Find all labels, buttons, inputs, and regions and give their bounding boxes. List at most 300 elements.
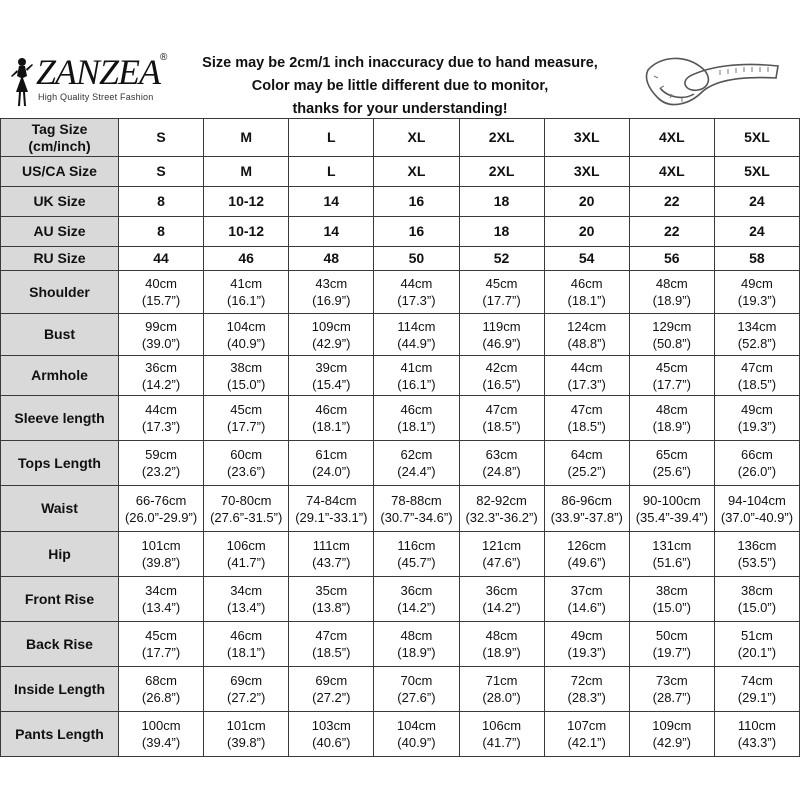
inch-value: (19.3”): [737, 419, 777, 434]
table-cell: 18: [459, 187, 544, 217]
cm-value: 45cm: [145, 628, 177, 643]
table-cell: [204, 396, 289, 441]
table-cell: [119, 712, 204, 757]
table-cell: [544, 712, 629, 757]
table-cell: 22: [629, 217, 714, 247]
inch-value: (23.2”): [141, 464, 181, 479]
inch-value: (41.7”): [227, 555, 266, 570]
table-cell: [374, 712, 459, 757]
inch-value: (18.1”): [397, 419, 436, 434]
registered-mark: ®: [160, 52, 168, 63]
table-cell: [544, 622, 629, 667]
inch-value: (50.8”): [652, 335, 691, 351]
table-row: [1, 622, 800, 667]
inch-value: (18.1”): [312, 419, 351, 434]
cm-value: 101cm: [226, 718, 266, 733]
table-cell: [459, 667, 544, 712]
cm-value: 106cm: [226, 538, 266, 553]
table-cell: [374, 667, 459, 712]
table-cell: 48: [289, 247, 374, 271]
table-cell: [289, 532, 374, 577]
inch-value: (51.6”): [652, 555, 691, 570]
table-cell: 16: [374, 187, 459, 217]
inch-value: (40.9”): [397, 735, 436, 750]
cm-value: 49cm: [570, 628, 603, 643]
cm-value: 60cm: [230, 447, 263, 462]
inch-value: (17.3”): [141, 419, 181, 434]
inch-value: (18.1”): [227, 645, 266, 660]
table-cell: [119, 356, 204, 396]
table-cell: [204, 441, 289, 486]
inch-value: (39.8”): [227, 735, 266, 750]
cm-value: 100cm: [141, 718, 181, 733]
inch-value: (28.0”): [482, 690, 521, 705]
inch-value: (17.7”): [482, 293, 521, 308]
table-cell: [459, 486, 544, 532]
inch-value: (28.7”): [652, 690, 691, 705]
row-header-back-rise: Back Rise: [1, 622, 119, 667]
table-cell: [714, 712, 799, 757]
table-row: [1, 314, 800, 356]
inch-value: (43.3”): [737, 735, 777, 750]
inch-value: (14.6”): [567, 600, 606, 615]
table-cell: [374, 356, 459, 396]
inch-value: (23.6”): [227, 464, 266, 479]
inch-value: (17.3”): [567, 376, 606, 392]
table-cell: [714, 622, 799, 667]
table-cell: 5XL: [714, 157, 799, 187]
table-cell: S: [119, 157, 204, 187]
table-cell: [204, 314, 289, 356]
inch-value: (15.0”): [737, 600, 777, 615]
table-cell: [629, 486, 714, 532]
cm-value: 45cm: [485, 276, 518, 291]
table-cell: 46: [204, 247, 289, 271]
table-cell: [459, 396, 544, 441]
inch-value: (16.5”): [482, 376, 521, 392]
table-row: [1, 356, 800, 396]
cm-value: 78-88cm: [391, 492, 442, 508]
cm-value: 34cm: [230, 583, 263, 598]
table-cell: [714, 396, 799, 441]
table-cell: 14: [289, 187, 374, 217]
table-cell: [119, 396, 204, 441]
inch-value: (42.9”): [652, 735, 691, 750]
inch-value: (14.2”): [482, 600, 521, 615]
inch-value: (14.2”): [397, 600, 436, 615]
notice-line: thanks for your understanding!: [292, 101, 508, 117]
table-cell: 10-12: [204, 217, 289, 247]
table-cell: 50: [374, 247, 459, 271]
table-cell: [204, 622, 289, 667]
table-cell: [204, 271, 289, 314]
table-cell: [204, 667, 289, 712]
table-cell: [289, 712, 374, 757]
row-header-au-size: AU Size: [1, 217, 119, 247]
row-header-bust: Bust: [1, 314, 119, 356]
inch-value: (18.9”): [397, 645, 436, 660]
inch-value: (24.0”): [312, 464, 351, 479]
cm-value: 59cm: [145, 447, 177, 462]
inch-value: (49.6”): [567, 555, 606, 570]
cm-value: 73cm: [655, 673, 688, 688]
cm-value: 63cm: [485, 447, 518, 462]
table-cell: 58: [714, 247, 799, 271]
cm-value: 44cm: [145, 402, 177, 417]
table-cell: [459, 271, 544, 314]
cm-value: 129cm: [652, 318, 692, 334]
table-cell: 2XL: [459, 157, 544, 187]
brand-name: ZANZEA: [36, 52, 161, 92]
cm-value: 70-80cm: [220, 492, 272, 508]
measurement-rows: [1, 271, 800, 757]
table-cell: 14: [289, 217, 374, 247]
table-cell: 3XL: [544, 119, 629, 157]
inch-value: (18.5”): [312, 645, 351, 660]
inch-value: (48.8”): [567, 335, 606, 351]
inch-value: (37.0”-40.9”): [720, 509, 794, 525]
table-cell: XL: [374, 119, 459, 157]
table-cell: [629, 577, 714, 622]
cm-value: 86-96cm: [561, 492, 612, 508]
inch-value: (29.1”-33.1”): [295, 509, 368, 525]
inch-value: (13.4”): [141, 600, 181, 615]
cm-value: 47cm: [570, 402, 603, 417]
table-row: [1, 667, 800, 712]
cm-value: 46cm: [230, 628, 263, 643]
brand-tagline: High Quality Street Fashion: [38, 92, 154, 102]
cm-value: 94-104cm: [728, 492, 786, 508]
cm-value: 69cm: [315, 673, 348, 688]
row-header-front-rise: Front Rise: [1, 577, 119, 622]
table-cell: L: [289, 119, 374, 157]
table-cell: [119, 622, 204, 667]
cm-value: 50cm: [655, 628, 688, 643]
table-cell: [544, 577, 629, 622]
table-cell: 20: [544, 217, 629, 247]
table-cell: 16: [374, 217, 459, 247]
table-cell: [629, 712, 714, 757]
cm-value: 103cm: [311, 718, 351, 733]
inch-value: (16.9”): [312, 293, 351, 308]
inch-value: (27.2”): [312, 690, 351, 705]
cm-value: 38cm: [741, 583, 773, 598]
table-row: [1, 396, 800, 441]
table-cell: 24: [714, 217, 799, 247]
inch-value: (17.3”): [397, 293, 436, 308]
table-cell: [459, 622, 544, 667]
inch-value: (30.7”-34.6”): [380, 509, 453, 525]
table-cell: [289, 271, 374, 314]
table-cell: [374, 314, 459, 356]
table-cell: [629, 532, 714, 577]
inch-value: (24.8”): [482, 464, 521, 479]
table-cell: [459, 314, 544, 356]
cm-value: 74-84cm: [306, 492, 357, 508]
inch-value: (39.8”): [141, 555, 181, 570]
inch-value: (16.1”): [227, 293, 266, 308]
row-header-us-ca-size: US/CA Size: [1, 157, 119, 187]
cm-value: 38cm: [230, 359, 263, 375]
cm-value: 106cm: [482, 718, 522, 733]
table-cell: [119, 314, 204, 356]
row-header-tops-length: Tops Length: [1, 441, 119, 486]
table-cell: 54: [544, 247, 629, 271]
cm-value: 111cm: [312, 538, 350, 553]
table-cell: [714, 577, 799, 622]
table-cell: 22: [629, 187, 714, 217]
inch-value: (18.9”): [652, 419, 691, 434]
table-cell: 44: [119, 247, 204, 271]
inch-value: (18.9”): [652, 293, 691, 308]
cm-value: 38cm: [655, 583, 688, 598]
cm-value: 65cm: [655, 447, 688, 462]
inch-value: (18.5”): [737, 376, 777, 392]
row-header-hip: Hip: [1, 532, 119, 577]
table-cell: [374, 271, 459, 314]
cm-value: 41cm: [230, 276, 263, 291]
cm-value: 46cm: [570, 276, 603, 291]
cm-value: 72cm: [570, 673, 603, 688]
table-cell: [119, 486, 204, 532]
table-cell: [629, 314, 714, 356]
table-cell: [204, 532, 289, 577]
cm-value: 110cm: [737, 718, 776, 733]
inch-value: (35.4”-39.4”): [635, 509, 708, 525]
table-cell: [204, 577, 289, 622]
table-cell: [289, 356, 374, 396]
inch-value: (25.6”): [652, 464, 691, 479]
row-header-shoulder: Shoulder: [1, 271, 119, 314]
inch-value: (53.5”): [737, 555, 777, 570]
cm-value: 66cm: [741, 447, 773, 462]
table-cell: [119, 667, 204, 712]
table-cell: [544, 667, 629, 712]
table-cell: [374, 441, 459, 486]
cm-value: 66-76cm: [135, 492, 187, 508]
inch-value: (43.7”): [312, 555, 351, 570]
woman-silhouette-icon: [6, 56, 36, 108]
inch-value: (19.3”): [737, 293, 777, 308]
inch-value: (15.4”): [312, 376, 351, 392]
inch-value: (39.4”): [141, 735, 181, 750]
inch-value: (25.2”): [567, 464, 606, 479]
cm-value: 45cm: [230, 402, 263, 417]
table-cell: [714, 356, 799, 396]
inch-value: (19.7”): [652, 645, 691, 660]
cm-value: 104cm: [396, 718, 436, 733]
cm-value: 126cm: [567, 538, 607, 553]
cm-value: 134cm: [737, 318, 777, 334]
inch-value: (26.0”): [737, 464, 777, 479]
inch-value: (18.5”): [482, 419, 521, 434]
cm-value: 39cm: [315, 359, 348, 375]
inch-value: (13.8”): [312, 600, 351, 615]
table-cell: [714, 532, 799, 577]
table-cell: [544, 396, 629, 441]
table-cell: 5XL: [714, 119, 799, 157]
table-row: [1, 486, 800, 532]
cm-value: 101cm: [141, 538, 181, 553]
table-cell: [629, 622, 714, 667]
table-cell: [459, 356, 544, 396]
cm-value: 48cm: [655, 402, 688, 417]
table-cell: [629, 667, 714, 712]
cm-value: 48cm: [400, 628, 433, 643]
cm-value: 49cm: [741, 276, 773, 291]
cm-value: 36cm: [400, 583, 433, 598]
table-cell: [289, 396, 374, 441]
table-cell: [374, 532, 459, 577]
notice-line: Size may be 2cm/1 inch inaccuracy due to hand measure,: [202, 55, 598, 71]
cm-value: 71cm: [485, 673, 518, 688]
inch-value: (52.8”): [737, 335, 777, 351]
row-header-inside-length: Inside Length: [1, 667, 119, 712]
table-cell: [714, 667, 799, 712]
table-cell: [204, 486, 289, 532]
table-cell: [289, 486, 374, 532]
table-cell: [544, 486, 629, 532]
inch-value: (13.4”): [227, 600, 266, 615]
cm-value: 47cm: [315, 628, 348, 643]
inch-value: (18.9”): [482, 645, 521, 660]
cm-value: 51cm: [741, 628, 773, 643]
table-row: [1, 532, 800, 577]
cm-value: 37cm: [570, 583, 603, 598]
table-cell: 4XL: [629, 119, 714, 157]
table-cell: M: [204, 119, 289, 157]
inch-value: (42.9”): [312, 335, 351, 351]
cm-value: 114cm: [397, 318, 436, 334]
cm-value: 45cm: [655, 359, 688, 375]
inch-value: (26.0”-29.9”): [124, 509, 198, 525]
table-cell: M: [204, 157, 289, 187]
cm-value: 47cm: [485, 402, 518, 417]
row-header-waist: Waist: [1, 486, 119, 532]
table-cell: [459, 712, 544, 757]
inch-value: (14.2”): [141, 376, 181, 392]
table-cell: [544, 532, 629, 577]
table-row: [1, 577, 800, 622]
cm-value: 44cm: [400, 276, 433, 291]
cm-value: 109cm: [311, 318, 351, 334]
inch-value: (27.2”): [227, 690, 266, 705]
inch-value: (17.7”): [141, 645, 181, 660]
table-cell: [289, 622, 374, 667]
table-row: [1, 247, 800, 271]
inch-value: (47.6”): [482, 555, 521, 570]
inch-value: (26.8”): [141, 690, 181, 705]
row-header-tag-size: [1, 119, 119, 157]
cm-value: 104cm: [226, 318, 266, 334]
notice-line: Color may be little different due to monitor,: [251, 78, 549, 94]
cm-value: 116cm: [397, 538, 436, 553]
table-row: [1, 271, 800, 314]
table-cell: [204, 356, 289, 396]
cm-value: 42cm: [485, 359, 518, 375]
table-cell: [544, 441, 629, 486]
inch-value: (45.7”): [397, 555, 436, 570]
row-header-ru-size: RU Size: [1, 247, 119, 271]
cm-value: 124cm: [567, 318, 607, 334]
inch-value: (15.7”): [141, 293, 181, 308]
row-header-line: Tag Size: [31, 120, 88, 137]
table-cell: [374, 622, 459, 667]
table-cell: [714, 314, 799, 356]
table-row: [1, 441, 800, 486]
table-cell: [629, 356, 714, 396]
table-cell: [289, 314, 374, 356]
inch-value: (27.6”): [397, 690, 436, 705]
inch-value: (27.6”-31.5”): [210, 509, 283, 525]
chart-header: [0, 30, 800, 120]
cm-value: 62cm: [400, 447, 433, 462]
table-cell: [459, 577, 544, 622]
table-cell: 18: [459, 217, 544, 247]
cm-value: 43cm: [315, 276, 348, 291]
table-cell: 20: [544, 187, 629, 217]
table-cell: S: [119, 119, 204, 157]
table-cell: [119, 271, 204, 314]
cm-value: 61cm: [315, 447, 348, 462]
table-cell: [544, 314, 629, 356]
table-cell: [459, 532, 544, 577]
table-cell: [629, 396, 714, 441]
table-cell: 52: [459, 247, 544, 271]
table-cell: XL: [374, 157, 459, 187]
table-row: [1, 217, 800, 247]
cm-value: 70cm: [400, 673, 433, 688]
table-cell: [374, 577, 459, 622]
table-cell: [714, 441, 799, 486]
table-cell: [629, 271, 714, 314]
cm-value: 109cm: [652, 718, 692, 733]
table-cell: [629, 441, 714, 486]
inch-value: (18.5”): [567, 419, 606, 434]
brand-logo: [6, 50, 196, 110]
table-cell: [289, 667, 374, 712]
row-header-uk-size: UK Size: [1, 187, 119, 217]
inch-value: (16.1”): [397, 376, 436, 392]
cm-value: 36cm: [485, 583, 518, 598]
table-cell: [119, 532, 204, 577]
inch-value: (18.1”): [567, 293, 606, 308]
table-cell: [119, 577, 204, 622]
table-cell: 2XL: [459, 119, 544, 157]
inch-value: (40.9”): [227, 335, 266, 351]
row-header-pants-length: Pants Length: [1, 712, 119, 757]
cm-value: 82-92cm: [476, 492, 527, 508]
cm-value: 46cm: [315, 402, 348, 417]
row-header-line: (cm/inch): [28, 137, 91, 154]
cm-value: 48cm: [655, 276, 688, 291]
table-row: [1, 712, 800, 757]
cm-value: 46cm: [400, 402, 433, 417]
inch-value: (20.1”): [737, 645, 777, 660]
cm-value: 136cm: [737, 538, 777, 553]
cm-value: 69cm: [230, 673, 263, 688]
table-cell: [544, 271, 629, 314]
inch-value: (24.4”): [397, 464, 436, 479]
cm-value: 119cm: [482, 318, 521, 334]
table-cell: 4XL: [629, 157, 714, 187]
inch-value: (42.1”): [567, 735, 606, 750]
cm-value: 36cm: [145, 359, 177, 375]
table-cell: 56: [629, 247, 714, 271]
size-chart-table: [0, 118, 800, 757]
cm-value: 44cm: [570, 359, 603, 375]
table-cell: [289, 577, 374, 622]
